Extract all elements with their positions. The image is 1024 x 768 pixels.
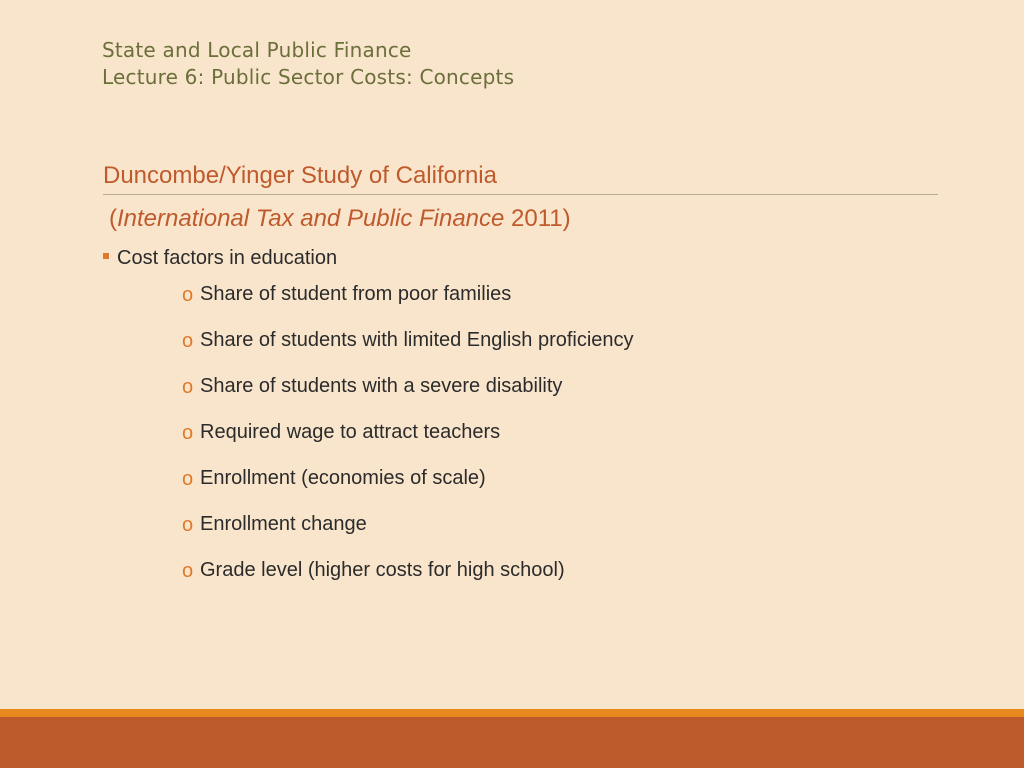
footer-accent-line: [0, 709, 1024, 717]
list-item: [182, 281, 938, 307]
citation: [103, 203, 938, 235]
citation-year: 2011): [504, 205, 571, 232]
bullet-text: Cost factors in education: [117, 247, 338, 269]
list-item-text: Share of student from poor families: [200, 283, 512, 305]
list-item: [182, 511, 938, 537]
slide-title: Duncombe/Yinger Study of California: [103, 160, 938, 195]
course-title: State and Local Public Finance: [102, 38, 412, 62]
circle-bullet-icon: o: [182, 330, 194, 352]
circle-bullet-icon: o: [182, 422, 194, 444]
circle-bullet-icon: o: [182, 514, 194, 536]
slide-header: [102, 37, 514, 91]
bullet-cost-factors: [103, 245, 938, 271]
list-item-text: Required wage to attract teachers: [200, 421, 501, 443]
list-item: [182, 373, 938, 399]
list-item-text: Share of students with a severe disability: [200, 375, 563, 397]
list-item: [182, 557, 938, 583]
circle-bullet-icon: o: [182, 284, 194, 306]
list-item-text: Grade level (higher costs for high school): [200, 559, 565, 581]
circle-bullet-icon: o: [182, 468, 194, 490]
list-item: [182, 465, 938, 491]
list-item-text: Share of students with limited English proficiency: [200, 329, 634, 351]
slide-content: [103, 160, 938, 603]
square-bullet-icon: [103, 253, 109, 259]
citation-journal: International Tax and Public Finance: [117, 205, 505, 232]
list-item-text: Enrollment (economies of scale): [200, 467, 486, 489]
list-item: [182, 419, 938, 445]
footer-bar: [0, 717, 1024, 768]
cost-factor-list: [182, 281, 938, 583]
circle-bullet-icon: o: [182, 560, 194, 582]
lecture-title: Lecture 6: Public Sector Costs: Concepts: [102, 65, 515, 89]
citation-open-paren: (: [109, 205, 117, 232]
circle-bullet-icon: o: [182, 376, 194, 398]
list-item: [182, 327, 938, 353]
list-item-text: Enrollment change: [200, 513, 367, 535]
